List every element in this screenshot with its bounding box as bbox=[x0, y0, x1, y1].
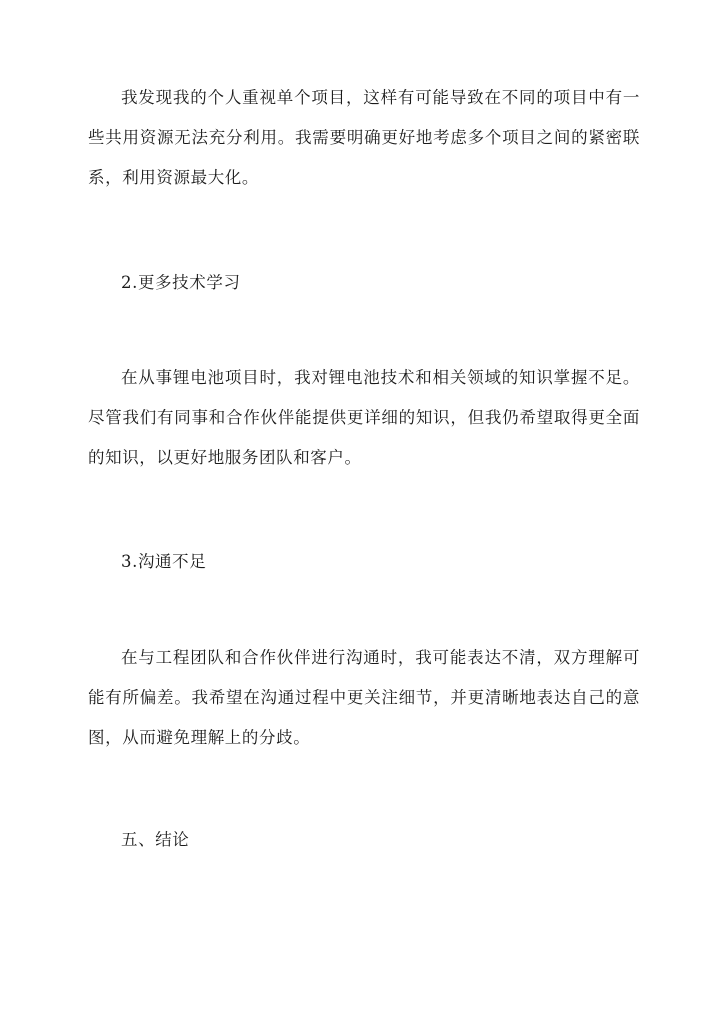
body-paragraph-resource-utilization: 我发现我的个人重视单个项目，这样有可能导致在不同的项目中有一些共用资源无法充分利用。我需要明确更好地考虑多个项目之间的紧密联系，利用资源最大化。 bbox=[88, 88, 640, 187]
section-heading-technical-learning: 2.更多技术学习 bbox=[121, 273, 241, 292]
section-heading-conclusion: 五、结论 bbox=[121, 830, 190, 849]
body-paragraph-communication: 在与工程团队和合作伙伴进行沟通时，我可能表达不清，双方理解可能有所偏差。我希望在沟通过程中更关注细节，并更清晰地表达自己的意图，从而避免理解上的分歧。 bbox=[88, 648, 640, 747]
section-heading-communication: 3.沟通不足 bbox=[121, 552, 207, 571]
body-paragraph-technical-learning: 在从事锂电池项目时，我对锂电池技术和相关领域的知识掌握不足。尽管我们有同事和合作伙伴能提供更详细的知识，但我仍希望取得更全面的知识，以更好地服务团队和客户。 bbox=[88, 368, 640, 467]
